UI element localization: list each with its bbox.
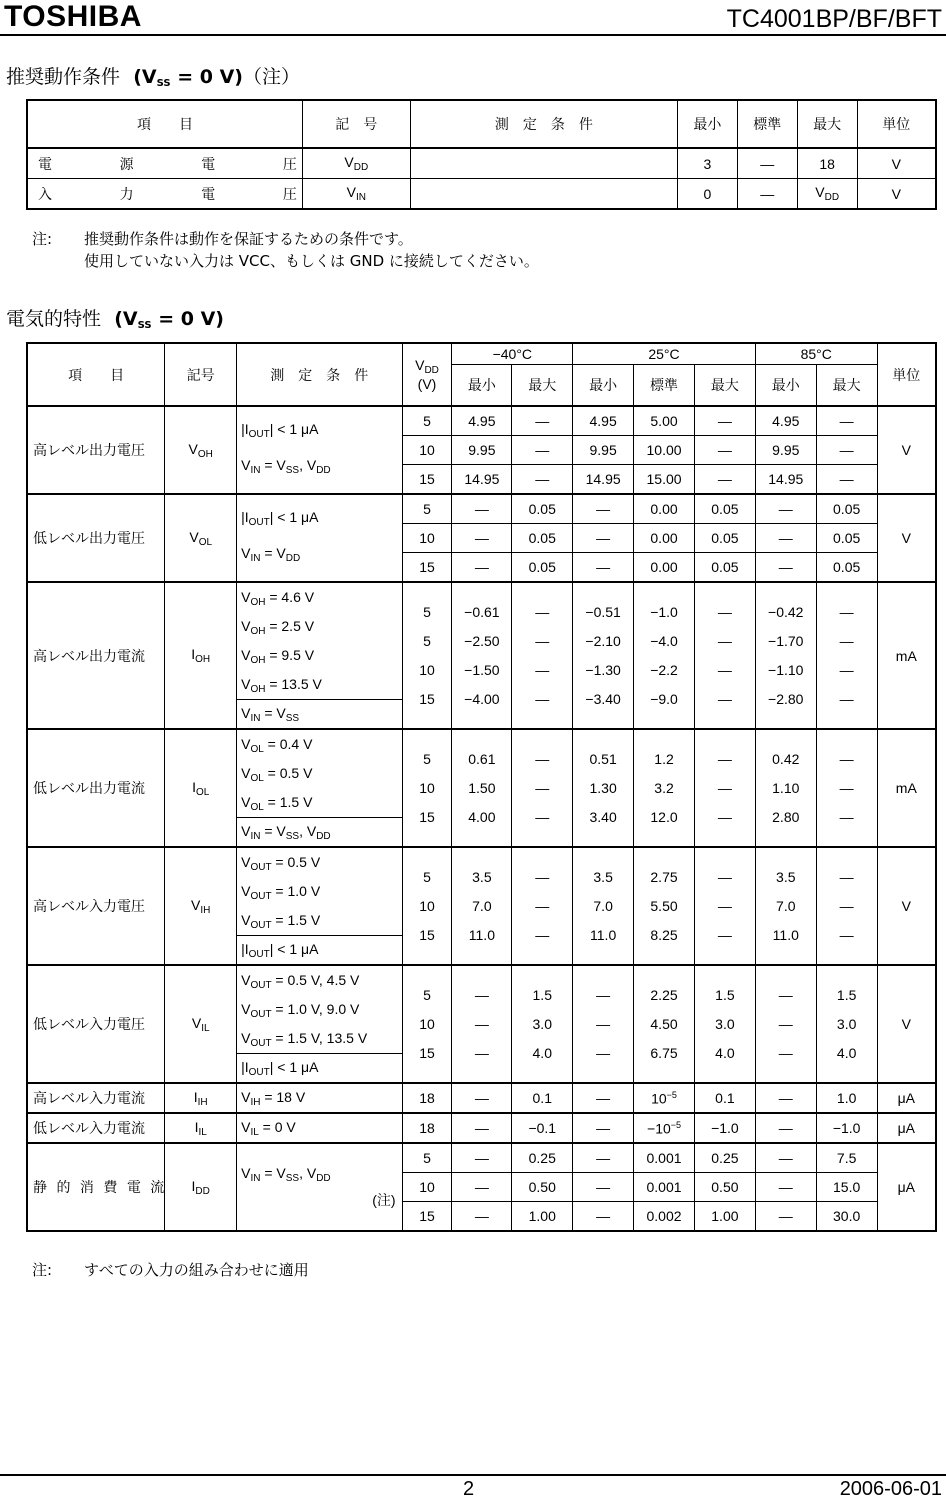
th-vdd: $V_{DD}$ (V) xyxy=(402,343,452,406)
row-value: — xyxy=(452,1202,512,1232)
row-value: 9.95 xyxy=(452,436,512,465)
row-value: 0.1 xyxy=(512,1083,573,1113)
row-value: — xyxy=(573,1143,634,1173)
row-value: −1.0 xyxy=(816,1113,877,1143)
row-value: — xyxy=(452,1113,512,1143)
row-value: — — — xyxy=(452,965,512,1083)
row-value: — — — xyxy=(512,729,573,847)
row-item: 高レベル出力電流 xyxy=(27,582,165,729)
row-item: 低レベル出力電圧 xyxy=(27,494,165,582)
row-value: 10.00 xyxy=(634,436,695,465)
row-value: — xyxy=(512,436,573,465)
row-value: 7.5 xyxy=(816,1143,877,1173)
row-value: 0.00 xyxy=(634,494,695,524)
row-cond-list: $V_{OL} = 0.4$ V $V_{OL} = 0.5$ V $V_{OL} = 1.5$ V xyxy=(237,729,402,818)
th-unit: 単位 xyxy=(877,343,936,406)
row-item: 高レベル出力電圧 xyxy=(27,406,165,494)
note-2: 注: すべての入力の組み合わせに適用 xyxy=(32,1261,309,1279)
row-value: 5.00 xyxy=(634,406,695,436)
row-value: — xyxy=(755,1173,816,1202)
row-value: −0.61 −2.50 −1.50 −4.00 xyxy=(452,582,512,729)
row-value: — xyxy=(573,494,634,524)
row-cond-bottom: $V_{IN} = V_{SS}$, $V_{DD}$ xyxy=(237,818,402,848)
row-vdd: 18 xyxy=(402,1083,452,1113)
part-number: TC4001BP/BF/BFT xyxy=(726,5,942,33)
row-value: 15.0 xyxy=(816,1173,877,1202)
row-item: 入 力 電 圧 xyxy=(27,179,302,210)
row-unit: V xyxy=(877,406,936,494)
row-cond-bottom: $|I_{OUT}| < 1$ μA xyxy=(237,936,402,966)
row-cond: $|I_{OUT}| < 1$ μA $V_{IN} = V_{SS}$, $V_{DD}$ xyxy=(237,406,402,494)
row-value: 1.2 3.2 12.0 xyxy=(634,729,695,847)
row-value: 0.05 xyxy=(694,524,755,553)
row-value: 0.00 xyxy=(634,553,695,583)
row-value: 3.5 7.0 11.0 xyxy=(452,847,512,965)
row-value: 4.95 xyxy=(452,406,512,436)
table-row xyxy=(27,1143,936,1173)
row-value: — — — xyxy=(694,847,755,965)
row-value: $10^{-5}$ xyxy=(634,1083,695,1113)
row-value: — xyxy=(452,524,512,553)
row-value: 0.001 xyxy=(634,1173,695,1202)
row-value: — xyxy=(573,1202,634,1232)
row-value: — — — xyxy=(816,847,877,965)
row-item: 高レベル入力電圧 xyxy=(27,847,165,965)
row-value: 0.002 xyxy=(634,1202,695,1232)
table-row xyxy=(27,1113,936,1143)
table-row: 入 力 電 圧 $V_{IN}$ 0 — $V_{DD}$ V xyxy=(27,179,936,210)
row-value: — xyxy=(755,494,816,524)
section-title-electrical: 電気的特性 ($V_{SS} = 0$ V) xyxy=(6,308,224,331)
row-vdd: 5 xyxy=(402,406,452,436)
row-value: — xyxy=(694,406,755,436)
row-value: 0.42 1.10 2.80 xyxy=(755,729,816,847)
row-value: — xyxy=(573,1083,634,1113)
table-row xyxy=(27,406,936,436)
row-cond-list: $V_{OUT} = 0.5$ V $V_{OUT} = 1.0$ V $V_{OUT} = 1.5$ V xyxy=(237,847,402,936)
row-value: — xyxy=(573,1173,634,1202)
row-unit: V xyxy=(877,494,936,582)
row-item: 高レベル入力電流 xyxy=(27,1083,165,1113)
row-value: 0.001 xyxy=(634,1143,695,1173)
row-vdd: 5 10 15 xyxy=(402,847,452,965)
row-symbol: $V_{OH}$ xyxy=(165,406,237,494)
page-header xyxy=(0,0,946,36)
section-title-recommended: 推奨動作条件 ($V_{SS} = 0$ V)（注） xyxy=(6,66,300,89)
row-value: 0.05 xyxy=(816,524,877,553)
row-cond-list: $V_{OUT} = 0.5$ V, 4.5 V $V_{OUT} = 1.0$ V, 9.0 V $V_{OUT} = 1.5$ V, 13.5 V xyxy=(237,965,402,1054)
row-symbol: $V_{IL}$ xyxy=(165,965,237,1083)
row-cond: $|I_{OUT}| < 1$ μA $V_{IN} = V_{DD}$ xyxy=(237,494,402,582)
row-item: 低レベル入力電流 xyxy=(27,1113,165,1143)
row-symbol: $V_{DD}$ xyxy=(302,148,410,179)
row-value: −1.0 −4.0 −2.2 −9.0 xyxy=(634,582,695,729)
th-temp-85: 85°C xyxy=(755,343,877,365)
row-unit: μA xyxy=(877,1113,936,1143)
th-cond: 測 定 条 件 xyxy=(237,343,402,406)
row-value: — xyxy=(452,1143,512,1173)
row-value: — xyxy=(755,524,816,553)
row-value: 1.5 3.0 4.0 xyxy=(694,965,755,1083)
row-value: 1.00 xyxy=(512,1202,573,1232)
row-value: 9.95 xyxy=(755,436,816,465)
row-value: — xyxy=(755,1113,816,1143)
row-value: — — — xyxy=(755,965,816,1083)
row-vdd: 15 xyxy=(402,553,452,583)
table-row: 電 源 電 圧 $V_{DD}$ 3 — 18 V xyxy=(27,148,936,179)
row-symbol: $V_{OL}$ xyxy=(165,494,237,582)
row-symbol: $V_{IN}$ xyxy=(302,179,410,210)
row-value: — xyxy=(452,494,512,524)
row-item: 電 源 電 圧 xyxy=(27,148,302,179)
row-value: — xyxy=(573,524,634,553)
row-value: — xyxy=(452,1173,512,1202)
th-symbol: 記号 xyxy=(165,343,237,406)
row-vdd: 10 xyxy=(402,524,452,553)
row-value: 0.25 xyxy=(512,1143,573,1173)
table-row xyxy=(27,494,936,524)
row-value: — — — xyxy=(573,965,634,1083)
row-value: 0.05 xyxy=(512,524,573,553)
row-max: $V_{DD}$ xyxy=(797,179,857,210)
row-unit: mA xyxy=(877,582,936,729)
row-value: 0.1 xyxy=(694,1083,755,1113)
row-value: — xyxy=(573,1113,634,1143)
table-row xyxy=(27,1083,936,1113)
row-value: — xyxy=(816,465,877,495)
row-value: −1.0 xyxy=(694,1113,755,1143)
row-symbol: $I_{OH}$ xyxy=(165,582,237,729)
row-value: 0.05 xyxy=(512,494,573,524)
row-value: 1.0 xyxy=(816,1083,877,1113)
row-item: 低レベル出力電流 xyxy=(27,729,165,847)
row-value: 0.05 xyxy=(816,494,877,524)
row-value: — — — — xyxy=(512,582,573,729)
row-value: 1.5 3.0 4.0 xyxy=(512,965,573,1083)
row-value: — — — — xyxy=(694,582,755,729)
row-value: 0.25 xyxy=(694,1143,755,1173)
row-vdd: 15 xyxy=(402,1202,452,1232)
row-value: — — — xyxy=(694,729,755,847)
row-vdd: 5 10 15 xyxy=(402,729,452,847)
th-unit: 単位 xyxy=(857,100,936,148)
th-temp-25: 25°C xyxy=(573,343,756,365)
row-value: 0.05 xyxy=(512,553,573,583)
row-item: 静 的 消 費 電 流 xyxy=(27,1143,165,1231)
th-typ: 標準 xyxy=(737,100,797,148)
row-value: — — — — xyxy=(816,582,877,729)
row-value: — xyxy=(816,406,877,436)
row-symbol: $I_{IL}$ xyxy=(165,1113,237,1143)
row-value: 0.50 xyxy=(694,1173,755,1202)
note-1: 注: 推奨動作条件は動作を保証するための条件です。 使用していない入力は VCC、もしくは GND に接続してください。 xyxy=(32,230,539,270)
row-value: — xyxy=(755,553,816,583)
row-value: — xyxy=(512,406,573,436)
row-value: — xyxy=(755,1143,816,1173)
row-value: 1.00 xyxy=(694,1202,755,1232)
row-vdd: 5 5 10 15 xyxy=(402,582,452,729)
row-value: 3.5 7.0 11.0 xyxy=(573,847,634,965)
row-value: 0.00 xyxy=(634,524,695,553)
row-unit: V xyxy=(877,847,936,965)
row-value: — — — xyxy=(816,729,877,847)
row-value: — — — xyxy=(512,847,573,965)
row-value: — xyxy=(512,465,573,495)
row-value: 4.95 xyxy=(755,406,816,436)
row-value: — xyxy=(755,1083,816,1113)
th-temp-m40: −40°C xyxy=(452,343,573,365)
row-cond-list: $V_{OH} = 4.6$ V $V_{OH} = 2.5$ V $V_{OH} = 9.5$ V $V_{OH} = 13.5$ V xyxy=(237,582,402,700)
row-cond-bottom: $|I_{OUT}| < 1$ μA xyxy=(237,1054,402,1084)
row-value: $-10^{-5}$ xyxy=(634,1113,695,1143)
row-item: 低レベル入力電圧 xyxy=(27,965,165,1083)
row-unit: V xyxy=(877,965,936,1083)
row-unit: μA xyxy=(877,1083,936,1113)
row-cond: $V_{IN} = V_{SS}$, $V_{DD}$ (注) xyxy=(237,1143,402,1231)
th-min: 最小 xyxy=(678,100,738,148)
row-unit: mA xyxy=(877,729,936,847)
page-footer-rule xyxy=(0,1474,946,1476)
row-value: — xyxy=(573,553,634,583)
row-vdd: 5 10 15 xyxy=(402,965,452,1083)
row-vdd: 5 xyxy=(402,1143,452,1173)
row-vdd: 18 xyxy=(402,1113,452,1143)
row-value: 1.5 3.0 4.0 xyxy=(816,965,877,1083)
row-value: — xyxy=(452,1083,512,1113)
row-cond: $V_{IL} = 0$ V xyxy=(237,1113,402,1143)
th-cond: 測 定 条 件 xyxy=(410,100,677,148)
row-cond xyxy=(410,179,677,210)
row-value: — xyxy=(816,436,877,465)
row-value: 4.95 xyxy=(573,406,634,436)
row-value: −0.1 xyxy=(512,1113,573,1143)
row-value: 3.5 7.0 11.0 xyxy=(755,847,816,965)
row-value: −0.42 −1.70 −1.10 −2.80 xyxy=(755,582,816,729)
row-value: 0.61 1.50 4.00 xyxy=(452,729,512,847)
row-cond xyxy=(410,148,677,179)
row-value: — xyxy=(694,465,755,495)
row-cond: $V_{IH} = 18$ V xyxy=(237,1083,402,1113)
row-vdd: 10 xyxy=(402,436,452,465)
row-symbol: $I_{DD}$ xyxy=(165,1143,237,1231)
row-symbol: $V_{IH}$ xyxy=(165,847,237,965)
row-value: 0.05 xyxy=(816,553,877,583)
electrical-characteristics-table: 項 目 記号 測 定 条 件 $V_{DD}$ (V) −40°C 25°C 85°C 単位 最小 最大 最小 標準 最大 最小 最大 高レベル出力電圧 $V_{OH}$ $|I_{OUT}| < 1$ μA $V_{IN} = V_{SS}$, $V_{DD}$ 5 4.95 — 4.95 5.00 — 4.95 — V 10 9.95 — 9.95 10.00 — 9.95 — 15 14.95 — 14.95 15.00 — 14.95 — 低レベル出力電圧 $V_{OL}$ $|I_{OUT}| < 1$ μA $V_{IN} = V_{DD}$ 5 — 0.05 — 0.00 0.05 — 0.05 V 10 — 0.05 — 0.00 0.05 — 0.05 15 — 0.05 — 0.00 0.05 — 0.05 高レベル出力電流 $I_{OH}$ $V_{OH} = 4.6$ V $V_{OH} = 2.5$ V $V_{OH} = 9.5$ V $V_{OH} = 13.5$ V 5 5 10 15 −0.61 −2.50 −1.50 −4.00 — — — — −0.51 −2.10 −1.30 −3.40 −1.0 −4.0 −2.2 −9.0 — — — — −0.42 −1.70 −1.10 −2.80 — — — — mA $V_{IN} = V_{SS}$ 低レベル出力電流 $I_{OL}$ $V_{OL} = 0.4$ V $V_{OL} = 0.5$ V $V_{OL} = 1.5$ V 5 10 15 0.61 1.50 4.00 — — — 0.51 1.30 3.40 1.2 3.2 12.0 — — — 0.42 1.10 2.80 — — — mA $V_{IN} = V_{SS}$, $V_{DD}$ 高レベル入力電圧 $V_{IH}$ $V_{OUT} = 0.5$ V $V_{OUT} = 1.0$ V $V_{OUT} = 1.5$ V 5 10 15 3.5 7.0 11.0 — — — 3.5 7.0 11.0 2.75 5.50 8.25 — — — 3.5 7.0 11.0 — — — V $|I_{OUT}| < 1$ μA 低レベル入力電圧 $V_{IL}$ $V_{OUT} = 0.5$ V, 4.5 V $V_{OUT} = 1.0$ V, 9.0 V $V_{OUT} = 1.5$ V, 13.5 V 5 10 15 — — — 1.5 3.0 4.0 — — — 2.25 4.50 6.75 1.5 3.0 4.0 — — — 1.5 3.0 4.0 V $|I_{OUT}| < 1$ μA 高レベル入力電流 $I_{IH}$ $V_{IH} = 18$ V 18 — 0.1 — $10^{-5}$ 0.1 — 1.0 μA 低レベル入力電流 $I_{IL}$ $V_{IL} = 0$ V 18 — −0.1 — $-10^{-5}$ −1.0 — −1.0 μA 静 的 消 費 電 流 $I_{DD}$ $V_{IN} = V_{SS}$, $V_{DD}$ (注) 5 — 0.25 — 0.001 0.25 — 7.5 μA 10 — 0.50 — 0.001 0.50 — 15.0 15 — 1.00 — 0.002 1.00 — 30.0 xyxy=(26,342,937,1232)
row-value: 0.50 xyxy=(512,1173,573,1202)
toshiba-logo: TOSHIBA xyxy=(4,0,142,33)
row-value: 9.95 xyxy=(573,436,634,465)
row-value: 30.0 xyxy=(816,1202,877,1232)
row-value: — xyxy=(755,1202,816,1232)
row-value: 14.95 xyxy=(573,465,634,495)
th-item: 項 目 xyxy=(27,343,165,406)
row-value: 2.25 4.50 6.75 xyxy=(634,965,695,1083)
row-cond-bottom: $V_{IN} = V_{SS}$ xyxy=(237,700,402,730)
page-number: 2 xyxy=(463,1478,475,1500)
recommended-conditions-table xyxy=(26,99,937,210)
th-item: 項 目 xyxy=(27,100,302,148)
row-value: −0.51 −2.10 −1.30 −3.40 xyxy=(573,582,634,729)
row-vdd: 5 xyxy=(402,494,452,524)
row-vdd: 15 xyxy=(402,465,452,495)
row-value: 2.75 5.50 8.25 xyxy=(634,847,695,965)
row-value: 15.00 xyxy=(634,465,695,495)
row-value: 0.51 1.30 3.40 xyxy=(573,729,634,847)
doc-date: 2006-06-01 xyxy=(839,1478,942,1500)
th-max: 最大 xyxy=(797,100,857,148)
row-unit: μA xyxy=(877,1143,936,1231)
row-value: 0.05 xyxy=(694,553,755,583)
row-symbol: $I_{OL}$ xyxy=(165,729,237,847)
row-value: 14.95 xyxy=(452,465,512,495)
row-vdd: 10 xyxy=(402,1173,452,1202)
row-value: — xyxy=(694,436,755,465)
th-symbol: 記 号 xyxy=(302,100,410,148)
row-value: 0.05 xyxy=(694,494,755,524)
row-value: 14.95 xyxy=(755,465,816,495)
row-value: — xyxy=(452,553,512,583)
row-symbol: $I_{IH}$ xyxy=(165,1083,237,1113)
